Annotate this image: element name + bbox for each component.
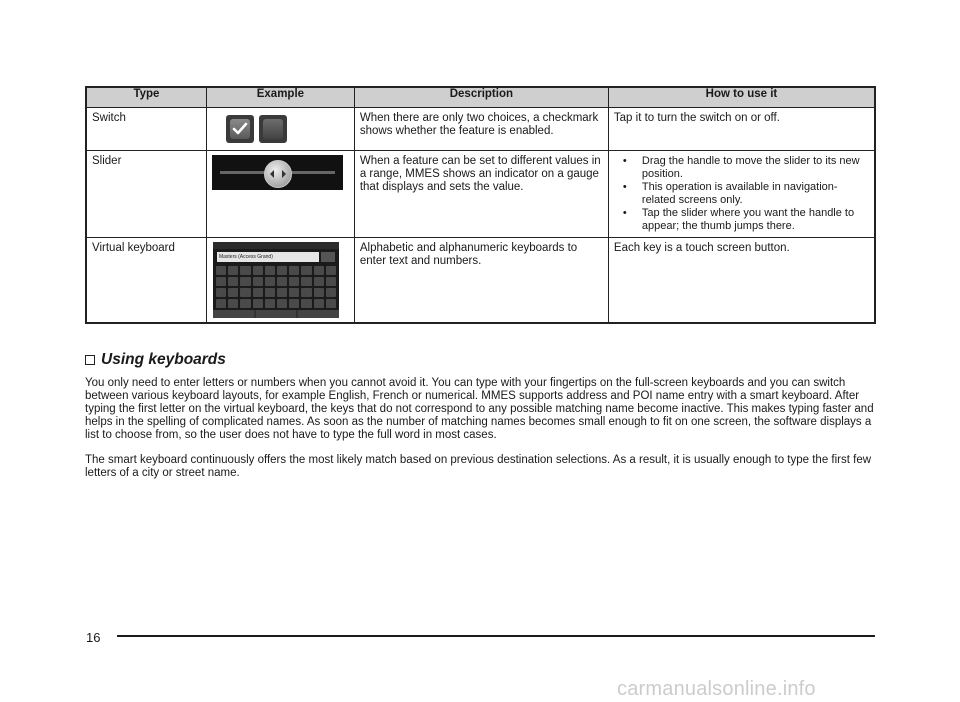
watermark: carmanualsonline.info <box>617 678 816 700</box>
paragraph: You only need to enter letters or numbers when you cannot avoid it. You can type with your fingertips on the full-screen keyboards and you can switch between various keyboard layouts, for example English, French or numerical. MMES supports address and POI name entry with a smart keyboard. After typing the first letter on the virtual keyboard, the keys that do not correspond to any possible matching name become inactive. This makes typing faster and helps in the spelling of complicated names. As soon as the number of matching names becomes small enough to fit on one screen, the software displays a list to choose from, so the user does not have to type the full word in most cases. <box>85 377 874 441</box>
table-row <box>86 238 875 324</box>
row-type: Slider <box>86 151 206 238</box>
header-description: Description <box>354 87 608 108</box>
row-description: When there are only two choices, a checkmark shows whether the feature is enabled. <box>354 108 608 151</box>
checkbox-bullet-icon <box>85 355 95 365</box>
row-description: When a feature can be set to different values in a range, MMES shows an indicator on a gauge that displays and sets the value. <box>354 151 608 238</box>
ui-elements-table <box>85 86 876 324</box>
checkbox-checked-icon <box>226 115 254 143</box>
slider-image <box>212 155 343 190</box>
list-item: • Tap the slider where you want the handle to appear; the thumb jumps there. <box>642 207 869 233</box>
page-number: 16 <box>86 630 101 645</box>
footer-rule <box>117 635 875 637</box>
header-example: Example <box>206 87 354 108</box>
row-description: Alphabetic and alphanumeric keyboards to enter text and numbers. <box>354 238 608 324</box>
table-row <box>86 108 875 151</box>
header-how-to-use: How to use it <box>608 87 875 108</box>
row-how <box>608 151 875 238</box>
row-how: Tap it to turn the switch on or off. <box>608 108 875 151</box>
keyboard-field-text: Masters (Access Grand) <box>217 252 319 262</box>
checkbox-unchecked-icon <box>259 115 287 143</box>
slider-handle-icon <box>264 160 292 188</box>
list-item: • This operation is available in navigation-related screens only. <box>642 181 869 207</box>
header-type: Type <box>86 87 206 108</box>
row-type: Switch <box>86 108 206 151</box>
switch-example <box>206 108 354 151</box>
row-how: Each key is a touch screen button. <box>608 238 875 324</box>
section-heading <box>85 351 226 369</box>
table-header-row <box>86 87 875 108</box>
keyboard-example <box>206 238 354 324</box>
table-row <box>86 151 875 238</box>
slider-example <box>206 151 354 238</box>
list-item: • Drag the handle to move the slider to its new position. <box>642 155 869 181</box>
section-title: Using keyboards <box>101 351 226 368</box>
row-type: Virtual keyboard <box>86 238 206 324</box>
how-list <box>614 155 869 233</box>
paragraph: The smart keyboard continuously offers the most likely match based on previous destination selections. As a result, it is usually enough to type the first few letters of a city or street name. <box>85 454 872 479</box>
keyboard-image <box>213 242 339 318</box>
